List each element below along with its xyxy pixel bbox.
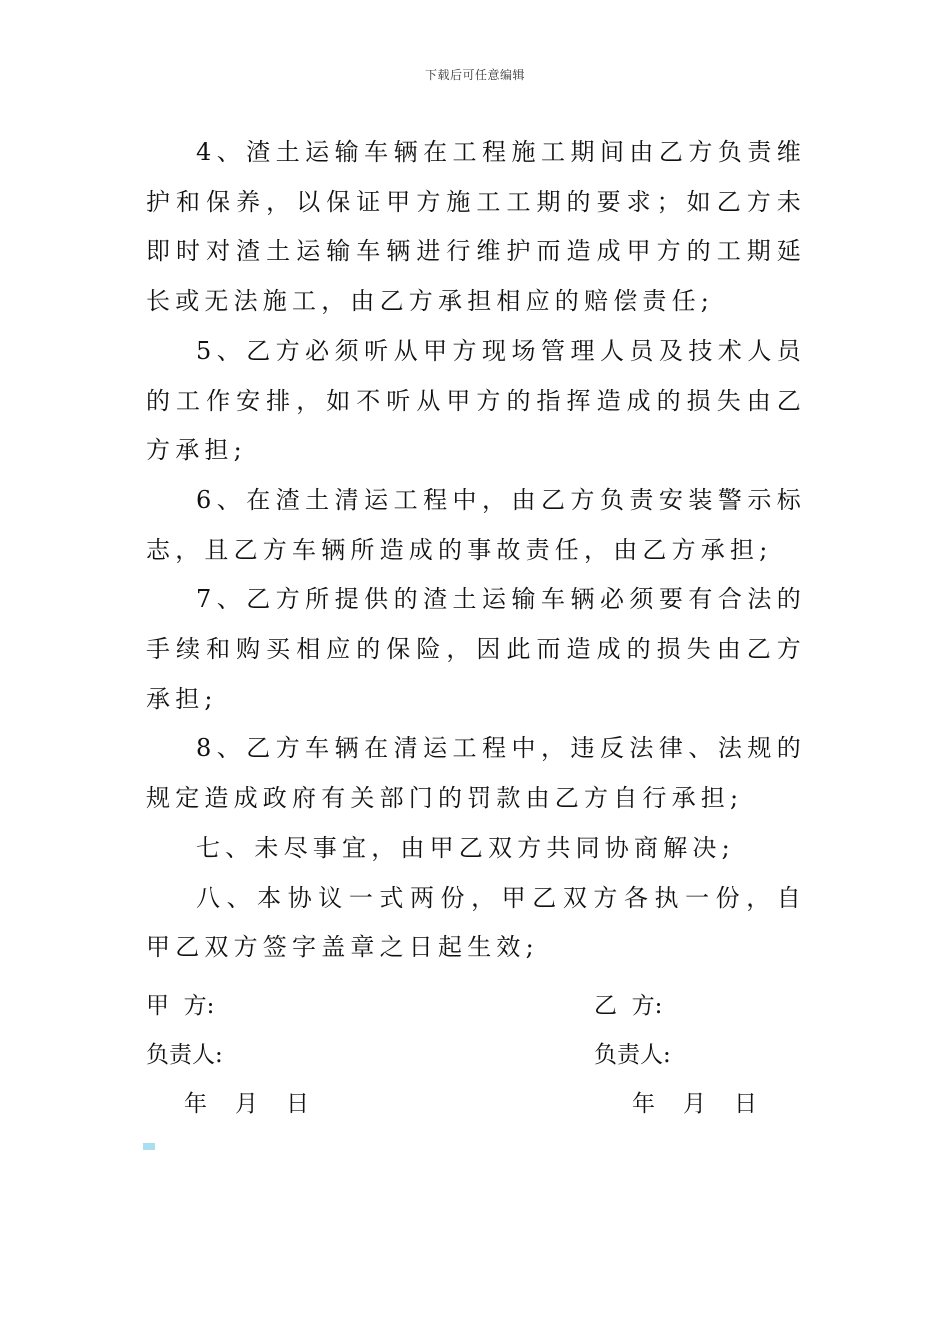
party-b-label: 乙 方: (594, 993, 663, 1019)
party-b-year: 年 (632, 1091, 655, 1117)
party-a-year: 年 (184, 1091, 207, 1117)
clause-5: 5、乙方必须听从甲方现场管理人员及技术人员的工作安排，如不听从甲方的指挥造成的损失由乙方承担; (146, 336, 806, 465)
party-b-month: 月 (683, 1091, 706, 1117)
party-a-label: 甲 方: (146, 993, 215, 1019)
party-a-date (146, 1080, 337, 1129)
agreement-clauses (146, 128, 806, 973)
clause-4: 4、渣土运输车辆在工程施工期间由乙方负责维护和保养，以保证甲方施工工期的要求；如乙方未即时对渣土运输车辆进行维护而造成甲方的工期延长或无法施工，由乙方承担相应的赔偿责任; (146, 138, 806, 316)
party-b-day: 日 (734, 1091, 757, 1117)
header-note: 下载后可任意编辑 (424, 68, 525, 82)
clause-7: 7、乙方所提供的渣土运输车辆必须要有合法的手续和购买相应的保险，因此而造成的损失由乙方承担; (146, 585, 806, 713)
page-marker (143, 1143, 155, 1150)
party-b-person-label: 负责人: (594, 1042, 671, 1068)
clause-8: 8、乙方车辆在清运工程中，违反法律、法规的规定造成政府有关部门的罚款由乙方自行承担; (146, 734, 806, 813)
clause-seven: 七、未尽事宜，由甲乙双方共同协商解决; (196, 833, 735, 862)
signature-party-b (594, 982, 785, 1129)
party-a-day: 日 (286, 1091, 309, 1117)
clause-eight: 八、本协议一式两份，甲乙双方各执一份，自甲乙双方签字盖章之日起生效; (146, 883, 806, 962)
clause-6: 6、在渣土清运工程中，由乙方负责安装警示标志，且乙方车辆所造成的事故责任，由乙方承担; (146, 485, 806, 564)
party-a-month: 月 (235, 1091, 258, 1117)
signature-party-a (146, 982, 337, 1129)
party-b-date (594, 1080, 785, 1129)
party-a-person-label: 负责人: (146, 1042, 223, 1068)
